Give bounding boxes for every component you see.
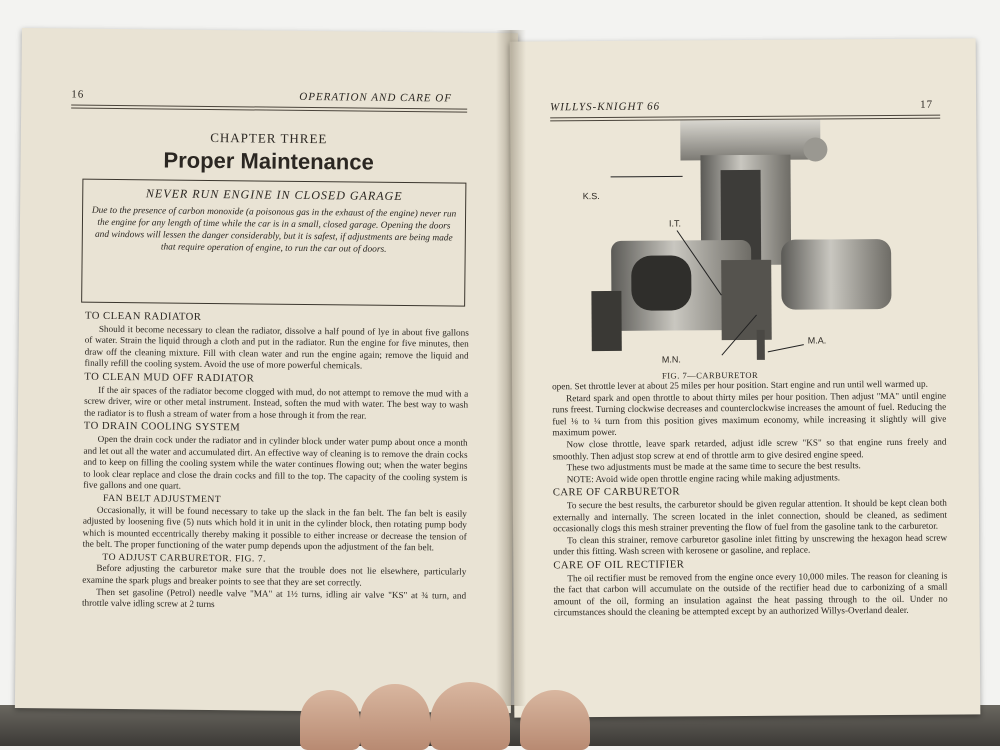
right-running-head: WILLYS-KNIGHT 66 [550,100,661,114]
paragraph: These two adjustments must be made at the same time to secure the best results. [566,460,861,473]
chapter-label: CHAPTER THREE [210,129,328,147]
section-heading: TO CLEAN MUD OFF RADIATOR [84,371,255,385]
left-page [15,28,518,713]
section-text: Open the drain cock under the radiator and in cylinder block under water pump about once a month and let out all the water and accumulated dirt. An effective way of cleaning is to remove the drain cocks and to keep on filling the cooling system while the water continues flowing out; when the water begins to look clear replace and close the drain cocks and fill to the top. The capacity of the cooling system is five gallons and one quart. [83,433,468,492]
warning-title: NEVER RUN ENGINE IN CLOSED GARAGE [145,186,403,203]
section-text: The oil rectifier must be removed from the engine once every 10,000 miles. The reason for cleaning is the fact that carbon will accumulate on the outside of the rectifier head due to carbonizing of a small amount of the oil, forming an insulation against the heat passing through to the oil. Under no circumstances should the cleaning be attempted except by an authorized Willys-Overland dealer. [553,570,948,618]
section-text: Should it become necessary to clean the radiator, dissolve a half pound of lye in about five gallons of water. Strain the liquid through a cloth and put in the radiator. Run the engine for five minutes, then draw off the cleaning mixture. Fill with clean water and run the engine again; remove the liquid and finally refill the cooling system. Avoid the use of more powerful chemicals. [84,323,469,371]
left-header-rule [71,105,467,113]
paragraph: Retard spark and open throttle to about thirty miles per hour position. Then adjust "MA" until engine runs freest. Turning clockwise decreases and counterclockwise increases the amount of fuel. Reducing the fuel ⅛ to ¼ turn from this position gives maximum economy, while increasing it slightly will give maximum power. [552,390,947,438]
left-page-number: 16 [71,88,85,101]
figure-label-ma: M.A. [807,335,827,346]
left-body [82,309,469,614]
figure-label-it: I.T. [668,218,681,229]
section-heading: FAN BELT ADJUSTMENT [103,492,222,506]
book-gutter [496,30,526,706]
left-running-head: OPERATION AND CARE OF [299,90,453,105]
section-text: Occasionally, it will be found necessary to take up the slack in the fan belt. The fan belt is easily adjusted by loosening five (5) nuts which hold it in unit in the cylinder block, then rotating pump body which is mounted eccentrically thereby making it possible to either increase or decrease the tension of the belt. The proper functioning of the water pump depends upon the adjustment of the fan belt. [82,504,467,553]
warning-box [81,179,466,307]
right-body [552,379,948,620]
section-heading: CARE OF OIL RECTIFIER [553,559,685,572]
section-text: To clean this strainer, remove carburetor gasoline inlet fitting by unscrewing the hexagon head screw under this fitting. Wash screen with kerosene or gasoline, and replace. [553,532,948,557]
right-page-number: 17 [920,98,934,111]
paragraph: open. Set throttle lever at about 25 miles per hour position. Start engine and run until well warmed up. [552,378,928,392]
section-text: To secure the best results, the carburetor should be given regular attention. It should be kept clean both externally and internally. The screen located in the inlet connection, should be cleaned, as sediment occasionally clogs this mesh strainer preventing the flow of fuel from the gasoline tank to the carburetor. [552,497,947,534]
warning-text: Due to the presence of carbon monoxide (a poisonous gas in the exhaust of the engine) never run the engine for any length of time while the car is in a small, closed garage. Opening the doors and windows will lessen the danger considerably, but it is safest, if adjustments are being made that require operation of engine, to run the car out of doors. [91,205,457,255]
section-heading: TO CLEAN RADIATOR [84,310,202,323]
hand-finger [300,690,360,750]
carburetor-illustration [570,119,902,391]
section-heading: TO ADJUST CARBURETOR. FIG. 7. [102,551,267,565]
figure-label-ks: K.S. [582,191,600,202]
section-heading: CARE OF CARBURETOR [552,486,680,499]
section-heading: TO DRAIN COOLING SYSTEM [83,421,241,434]
section-text: If the air spaces of the radiator become clogged with mud, do not attempt to remove the mud with a screw driver, wire or other metal instrument. Instead, soften the mud with water. The best way to wash the radiator is to flush a stream of water from a hose through it from the rear. [83,384,469,421]
page-title: Proper Maintenance [163,147,374,175]
right-page [510,38,981,717]
section-text: Then set gasoline (Petrol) needle valve "MA" at 1½ turns, idling air valve "KS" at ¾ turn, and throttle valve idling screw at 2 turns [81,586,467,610]
paragraph: Now close throttle, leave spark retarded, adjust idle screw "KS" so that engine runs freely and smoothly. Then adjust stop screw at end of throttle arm to give desired engine speed. [552,436,947,461]
figure-label-mn: M.N. [661,354,681,365]
paragraph: NOTE: Avoid wide open throttle engine racing while making adjustments. [566,472,841,484]
hand-finger [360,684,430,750]
figure-caption: FIG. 7—CARBURETOR [661,369,759,381]
section-text: Before adjusting the carburetor make sure that the trouble does not lie elsewhere, particularly examine the spark plugs and breaker points to see that they are set correctly. [82,563,467,588]
